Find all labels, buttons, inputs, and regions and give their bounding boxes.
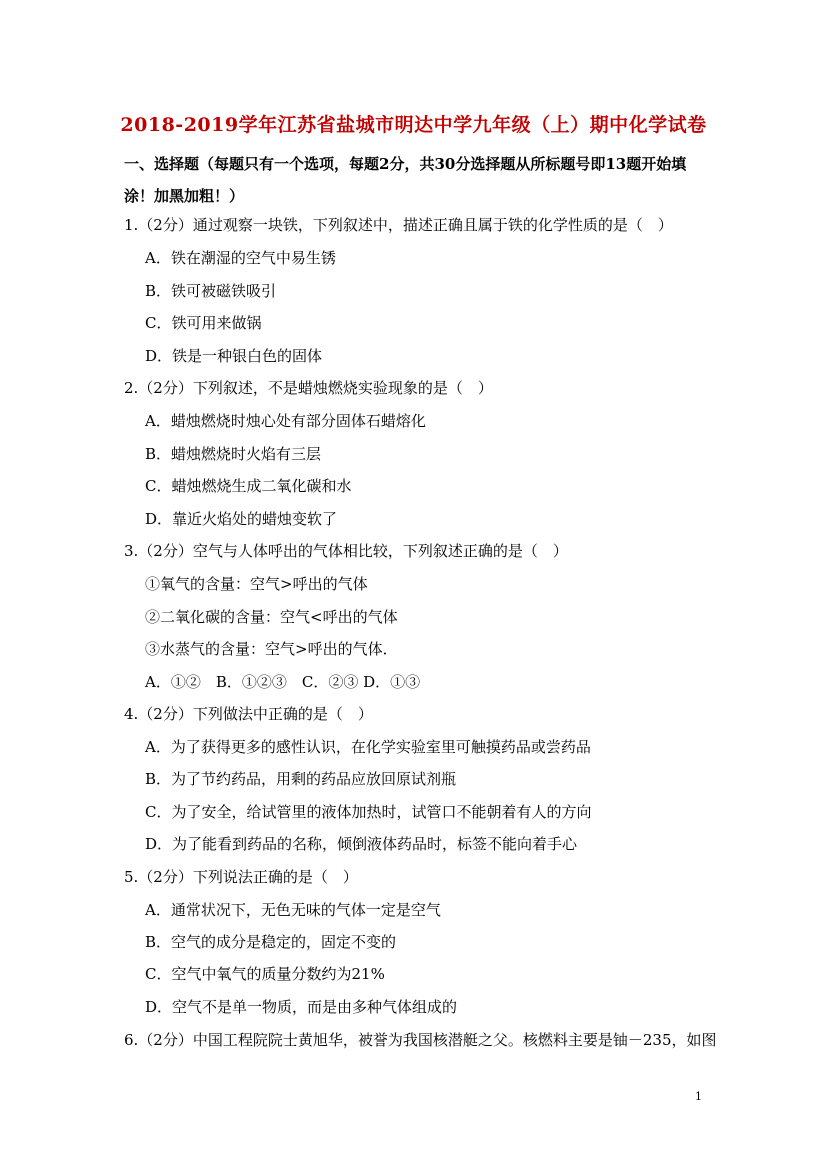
question-stem: 5.（2分）下列说法正确的是（ ） xyxy=(124,868,358,886)
option: D．为了能看到药品的名称，倾倒液体药品时，标签不能向着手心 xyxy=(145,835,578,853)
option: C．为了安全，给试管里的液体加热时，试管口不能朝着有人的方向 xyxy=(145,803,592,821)
option: A．蜡烛燃烧时烛心处有部分固体石蜡熔化 xyxy=(145,412,426,430)
option: A．为了获得更多的感性认识，在化学实验室里可触摸药品或尝药品 xyxy=(145,738,591,756)
question-stem: 3.（2分）空气与人体呼出的气体相比较，下列叙述正确的是（ ） xyxy=(124,542,568,560)
option: A．铁在潮湿的空气中易生锈 xyxy=(145,249,336,267)
option: B．为了节约药品，用剩的药品应放回原试剂瓶 xyxy=(145,770,457,788)
page-number: 1 xyxy=(695,1090,702,1103)
option: C．铁可用来做锅 xyxy=(145,314,262,332)
option: C．蜡烛燃烧生成二氧化碳和水 xyxy=(145,477,352,495)
option: A．通常状况下，无色无味的气体一定是空气 xyxy=(145,901,441,919)
question-stem: 1.（2分）通过观察一块铁，下列叙述中，描述正确且属于铁的化学性质的是（ ） xyxy=(124,216,673,234)
option: C．空气中氧气的质量分数约为21% xyxy=(145,965,385,983)
option: D．靠近火焰处的蜡烛变软了 xyxy=(145,510,338,528)
question-stem: 2.（2分）下列叙述，不是蜡烛燃烧实验现象的是（ ） xyxy=(124,379,493,397)
page-title: 2018-2019学年江苏省盐城市明达中学九年级（上）期中化学试卷 xyxy=(120,114,707,136)
option: ③水蒸气的含量：空气>呼出的气体． xyxy=(145,640,398,658)
option: D．空气不是单一物质，而是由多种气体组成的 xyxy=(145,998,458,1016)
option: ②二氧化碳的含量：空气<呼出的气体 xyxy=(145,608,398,626)
question-stem: 4.（2分）下列做法中正确的是（ ） xyxy=(124,705,373,723)
option: ①氧气的含量：空气>呼出的气体 xyxy=(145,575,368,593)
option: B．空气的成分是稳定的，固定不变的 xyxy=(145,933,397,951)
option: B．铁可被磁铁吸引 xyxy=(145,282,277,300)
section-heading: 一、选择题（每题只有一个选项，每题2分，共30分选择题从所标题号即13题开始填涂！加黑加粗！） xyxy=(124,155,687,205)
option: A．①② B．①②③ C．②③ D．①③ xyxy=(145,673,421,691)
option: D．铁是一种银白色的固体 xyxy=(145,347,323,365)
question-stem: 6.（2分）中国工程院院士黄旭华，被誉为我国核潜艇之父。核燃料主要是铀－235，如图 xyxy=(124,1031,717,1049)
option: B．蜡烛燃烧时火焰有三层 xyxy=(145,445,322,463)
